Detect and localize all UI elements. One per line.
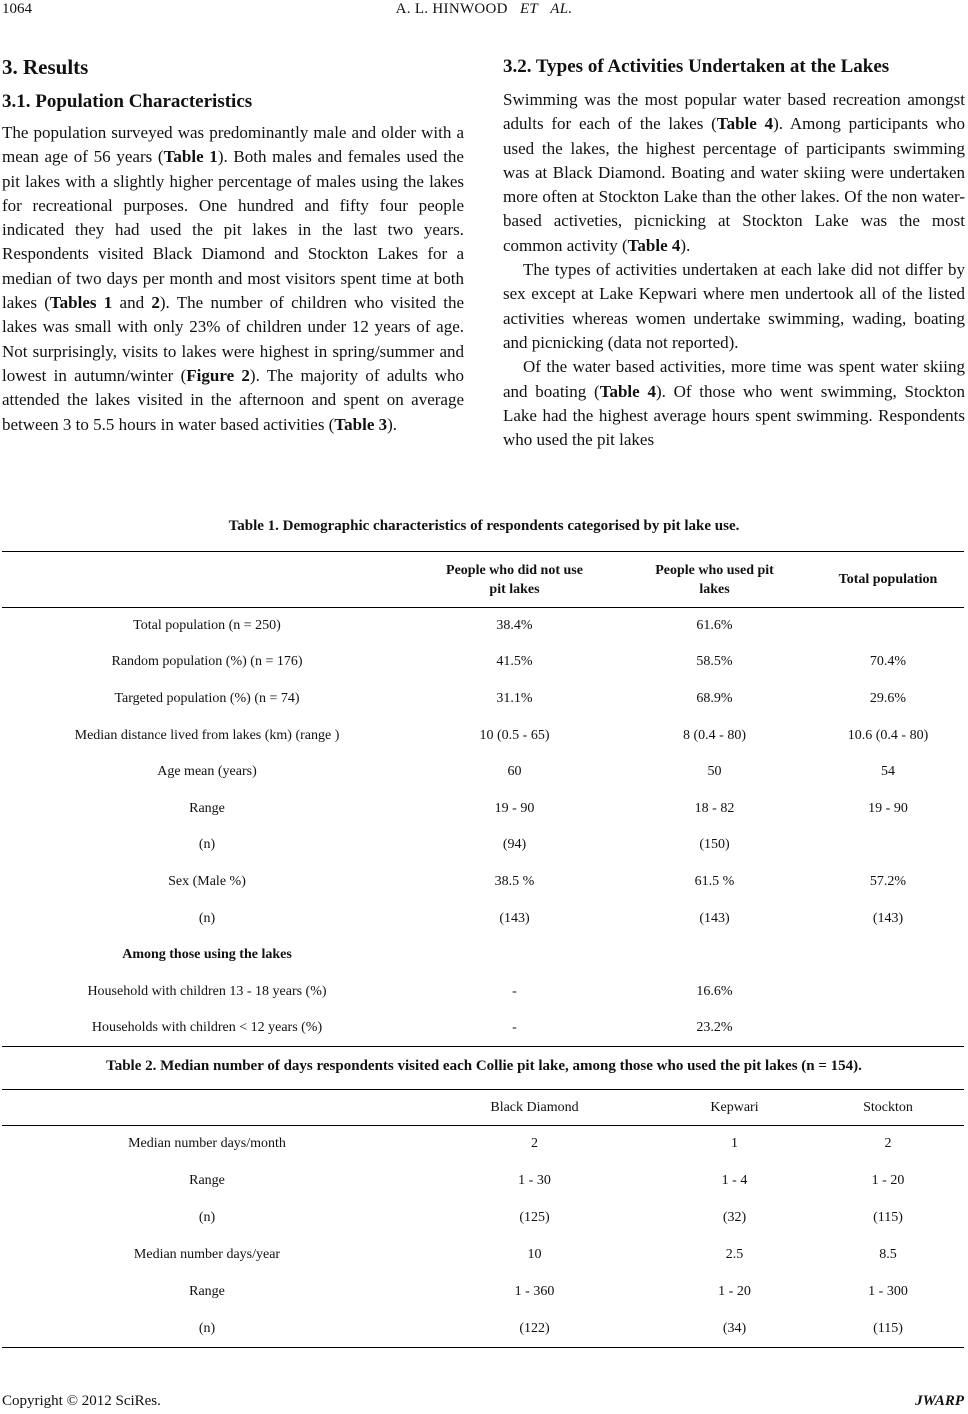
table1-row bbox=[2, 937, 964, 974]
table-ref[interactable]: Table 4 bbox=[716, 114, 774, 134]
table2-header-cell: Stockton bbox=[863, 1099, 913, 1115]
table1-cell: 10.6 (0.4 - 80) bbox=[847, 727, 929, 743]
paragraph-population bbox=[2, 121, 464, 437]
table-ref[interactable]: Table 3 bbox=[334, 414, 388, 434]
table1 bbox=[2, 551, 964, 1047]
table1-cell: (n) bbox=[198, 837, 216, 853]
right-column bbox=[503, 52, 965, 452]
author-et: ET bbox=[519, 1, 539, 17]
table1-cell: - bbox=[512, 1020, 517, 1036]
table1-cell: 68.9% bbox=[696, 690, 733, 706]
table1-cell: 19 - 90 bbox=[868, 800, 908, 816]
table2-row bbox=[2, 1237, 964, 1274]
table1-cell: Age mean (years) bbox=[157, 764, 257, 780]
table2-cell: (115) bbox=[873, 1320, 903, 1336]
table1-cell: Among those using the lakes bbox=[122, 947, 292, 963]
table1-cell: 29.6% bbox=[869, 690, 907, 706]
table1-row bbox=[2, 790, 964, 827]
table1-cell: 18 - 82 bbox=[694, 800, 735, 816]
text-run: The population surveyed was predominantly male and older with a mean age of 56 years ( bbox=[2, 123, 464, 167]
table1-cell: Households with children < 12 years (%) bbox=[91, 1020, 323, 1036]
subheading-activities: 3.2. Types of Activities Undertaken at the Lakes bbox=[503, 56, 890, 77]
table2-cell: 2.5 bbox=[725, 1247, 744, 1262]
paragraph-activities-1 bbox=[503, 88, 965, 258]
table2-cell: 8.5 bbox=[879, 1247, 897, 1262]
table1-cell: Household with children 13 - 18 years (%) bbox=[87, 983, 327, 999]
table1-header-cell: Total population bbox=[838, 572, 938, 587]
table1-cell: 61.5 % bbox=[694, 873, 735, 889]
table1-cell: Range bbox=[189, 800, 225, 816]
table2-row bbox=[2, 1274, 964, 1311]
table1-row bbox=[2, 681, 964, 718]
table1-cell bbox=[812, 973, 964, 1010]
table2-cell: Range bbox=[189, 1173, 225, 1188]
table1-cell: 31.1% bbox=[496, 690, 533, 706]
table2-cell: Median number days/year bbox=[133, 1247, 281, 1262]
table2-cell: 1 bbox=[731, 1136, 738, 1152]
table1-row bbox=[2, 973, 964, 1010]
table1-cell bbox=[617, 937, 812, 974]
table2-cell: (115) bbox=[873, 1210, 903, 1225]
table-ref[interactable]: 2 bbox=[151, 293, 160, 313]
table2-cell: 1 - 300 bbox=[868, 1284, 908, 1299]
table1-cell: 23.2% bbox=[696, 1020, 733, 1036]
table1-cell: (n) bbox=[198, 910, 216, 926]
text-run: ). Of those who went swimming, Stockton Lake had the highest average hours spent swimming. Respondents who used the pit lakes bbox=[503, 381, 965, 450]
table1-cell: (94) bbox=[502, 837, 527, 853]
table2-cell: 1 - 360 bbox=[514, 1284, 555, 1299]
table1-cell: Total population (n = 250) bbox=[133, 618, 281, 634]
table1-cell: 16.6% bbox=[696, 983, 733, 999]
text-run: Swimming was the most popular water based recreation amongst adults for each of the lakes ( bbox=[503, 90, 965, 134]
table2-cell: (122) bbox=[519, 1320, 550, 1336]
table2-cell: (n) bbox=[198, 1320, 216, 1336]
table2-cell: (n) bbox=[198, 1210, 216, 1225]
table1-header-cell: People who did not use pit lakes bbox=[446, 562, 583, 597]
table2-header-cell: Kepwari bbox=[710, 1099, 759, 1115]
author-name: A. L. HINWOOD bbox=[395, 1, 508, 17]
table1-cell: 10 (0.5 - 65) bbox=[479, 727, 550, 743]
table1-caption: Table 1. Demographic characteristics of respondents categorised by pit lake use. bbox=[228, 518, 740, 534]
table1-cell: 61.6% bbox=[696, 618, 733, 634]
table-ref[interactable]: Tables 1 bbox=[49, 293, 113, 313]
copyright-notice: Copyright © 2012 SciRes. bbox=[2, 1393, 161, 1409]
table1-cell: (150) bbox=[699, 837, 730, 853]
table1-row bbox=[2, 900, 964, 937]
text-run: ). The majority of adults who attended the lakes visited in the afternoon and spent on average between 3 to 5.5 hours in water based activities ( bbox=[2, 365, 464, 434]
table2-row bbox=[2, 1200, 964, 1237]
table2-cell: (34) bbox=[722, 1320, 747, 1336]
journal-name: JWARP bbox=[915, 1393, 964, 1409]
author-al: AL. bbox=[550, 1, 573, 17]
table1-cell: Targeted population (%) (n = 74) bbox=[114, 690, 300, 706]
table2-cell: 10 bbox=[527, 1247, 542, 1262]
table2-cell: (32) bbox=[722, 1210, 747, 1225]
table-ref[interactable]: Table 4 bbox=[627, 235, 681, 255]
section-heading-results: 3. Results bbox=[2, 55, 89, 79]
table2-header-cell bbox=[2, 1090, 412, 1126]
table2-cell: 2 bbox=[884, 1136, 892, 1152]
table2-header-row bbox=[2, 1090, 964, 1126]
table1-row bbox=[2, 608, 964, 645]
table1-cell: 8 (0.4 - 80) bbox=[683, 727, 746, 743]
table2-caption: Table 2. Median number of days respondents visited each Collie pit lake, among those who used the pit lakes (n = 154). bbox=[106, 1058, 862, 1074]
table2-row bbox=[2, 1311, 964, 1348]
table1-cell: 19 - 90 bbox=[494, 800, 535, 816]
text-run: ). bbox=[387, 414, 398, 434]
table-ref[interactable]: Table 4 bbox=[599, 381, 656, 401]
table2-row bbox=[2, 1126, 964, 1163]
text-run: ). The number of children who visited the lakes was small with only 23% of children under 12 years of age. Not surprisingly, visits to lakes were highest in spring/summer and lowest in autumn/winter ( bbox=[2, 293, 465, 385]
table1-cell: - bbox=[512, 983, 517, 999]
table1-cell: 38.5 % bbox=[494, 873, 535, 889]
table2-cell: 1 - 20 bbox=[718, 1284, 751, 1299]
table1-row bbox=[2, 864, 964, 901]
table1-row bbox=[2, 644, 964, 681]
table2-cell: 1 - 30 bbox=[518, 1173, 551, 1188]
paragraph-activities-2: The types of activities undertaken at each lake did not differ by sex except at Lake Kepwari where men undertook all of the listed activities whereas women undertake swimming, wading, boating and picnicking (data not reported). bbox=[503, 260, 965, 352]
figure-ref[interactable]: Figure 2 bbox=[186, 365, 250, 385]
table1-cell: 41.5% bbox=[496, 654, 533, 670]
table1-cell: 57.2% bbox=[869, 873, 907, 889]
table2-header-cell: Black Diamond bbox=[490, 1099, 579, 1115]
table1-cell: Median distance lived from lakes (km) (range ) bbox=[74, 727, 340, 743]
text-run: ). Among participants who used the lakes, the highest percentage of participants swimming was at Black Diamond. Boating and water skiing were undertaken more often at Stockton Lake than the other lakes. Of the non water-based activeties, picnicking at Stockton Lake was the most common activity ( bbox=[503, 114, 965, 255]
table1-cell bbox=[812, 1010, 964, 1047]
table2-cell: 1 - 4 bbox=[721, 1173, 748, 1188]
left-column bbox=[2, 52, 464, 437]
table1-cell: Sex (Male %) bbox=[168, 873, 246, 889]
table2-cell: Median number days/month bbox=[128, 1136, 286, 1152]
subheading-population: 3.1. Population Characteristics bbox=[2, 91, 253, 112]
table1-header-cell: People who used pit lakes bbox=[655, 562, 774, 597]
table1-cell bbox=[812, 827, 964, 864]
table1-cell: 50 bbox=[707, 764, 722, 780]
table1-cell: 60 bbox=[507, 764, 522, 780]
table2-row bbox=[2, 1163, 964, 1200]
table1-row bbox=[2, 754, 964, 791]
table1-cell: Random population (%) (n = 176) bbox=[111, 654, 303, 670]
table1-cell bbox=[812, 608, 964, 645]
table1-cell: 70.4% bbox=[869, 654, 907, 670]
table2-cell: Range bbox=[189, 1284, 225, 1299]
table2-cell: (125) bbox=[519, 1210, 550, 1225]
table1-cell: 38.4% bbox=[496, 618, 533, 634]
table1-cell: (143) bbox=[699, 910, 730, 926]
text-run: Of the water based activities, more time was spent water skiing and boating ( bbox=[503, 357, 965, 401]
paragraph-activities-3 bbox=[503, 355, 965, 452]
text-run: ). Both males and females used the pit lakes with a slightly higher percentage of males using the lakes for recreational purposes. One hundred and fifty four people indicated they had used the pit lakes in the last two years. Respondents visited Black Diamond and Stockton Lakes for a median of two days per month and most visitors spent time at both lakes ( bbox=[2, 147, 464, 313]
table1-header-row bbox=[2, 552, 964, 608]
table1-row bbox=[2, 717, 964, 754]
table1-cell: (143) bbox=[872, 910, 904, 926]
table2-cell: 1 - 20 bbox=[871, 1173, 905, 1188]
table1-cell: 54 bbox=[881, 764, 895, 780]
table1-cell: (143) bbox=[499, 910, 530, 926]
text-run: and bbox=[112, 293, 152, 313]
table2 bbox=[2, 1089, 964, 1348]
page-number: 1064 bbox=[2, 1, 32, 17]
running-header-authors bbox=[0, 1, 968, 18]
table1-cell: 58.5% bbox=[696, 654, 733, 670]
table1-row bbox=[2, 827, 964, 864]
table1-header-cell bbox=[2, 552, 412, 608]
table2-cell: 2 bbox=[531, 1136, 538, 1152]
table1-cell bbox=[812, 937, 964, 974]
table-ref[interactable]: Table 1 bbox=[163, 147, 218, 167]
table1-cell bbox=[412, 937, 617, 974]
table1-row bbox=[2, 1010, 964, 1047]
text-run: ). bbox=[680, 235, 691, 255]
